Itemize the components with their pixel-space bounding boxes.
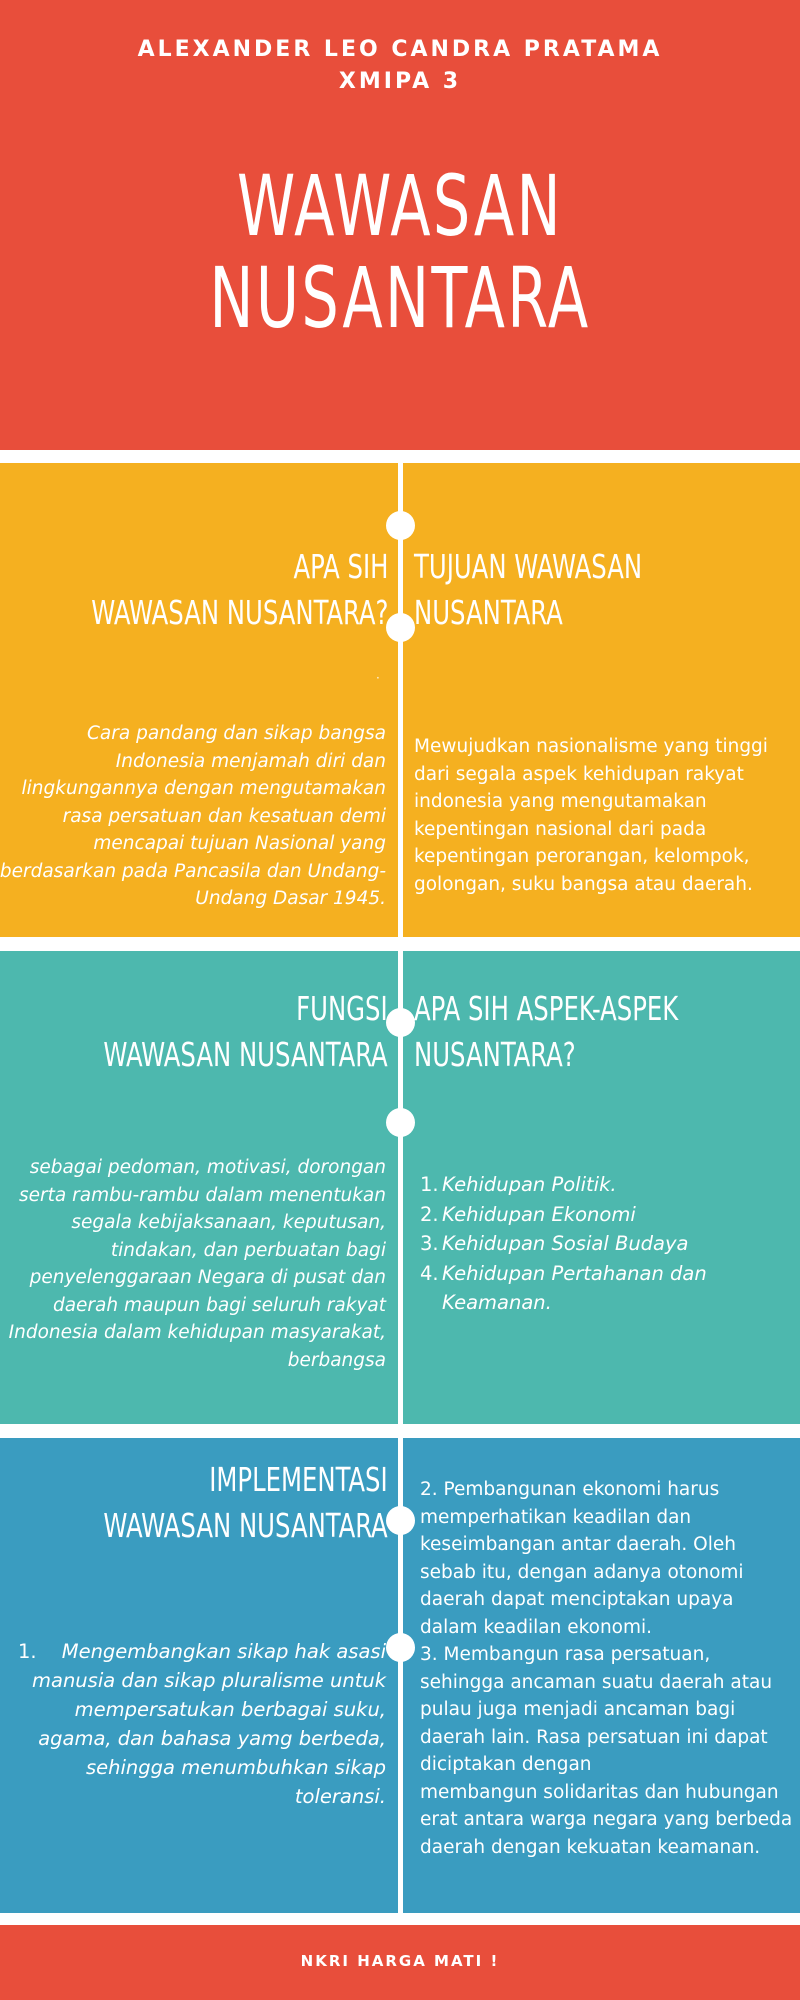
aspects-list [420,1170,770,1318]
main-title-line1: WAWASAN [237,157,563,255]
footer-slogan: NKRI HARGA MATI ! [300,1952,500,1970]
section-title-purpose: TUJUAN WAWASAN NUSANTARA [414,547,643,632]
timeline-dot [386,613,415,642]
section-title-aspects: APA SIH ASPEK-ASPEK NUSANTARA? [414,989,679,1074]
list-item: 4. Kehidupan Pertahanan dan Keamanan. [420,1261,707,1314]
timeline-dot [386,1506,415,1535]
main-title-line2: NUSANTARA [209,249,591,347]
list-item: 3. Kehidupan Sosial Budaya [420,1232,689,1255]
implementation-item-1 [18,1637,386,1807]
timeline-dot [386,1633,415,1662]
implementation-points-text: 2. Pembangunan ekonomi harus memperhatikan keadilan dan keseimbangan antar daerah. Oleh sebab itu, dengan adanya otonomi daerah dapat menciptakan upaya dalam keadilan ekonomi. 3. Membangun rasa persatuan, sehingga ancaman suatu daerah atau pulau juga menjadi ancaman bagi daerah lain. Rasa persatuan ini dapat diciptakan dengan membangun solidaritas dan hubungan erat antara warga negara yang berbeda daerah dengan kekuatan keamanan. [420,1479,793,1858]
section-function-and-aspects [0,951,800,1424]
list-item: 2. Kehidupan Ekonomi [420,1202,636,1226]
timeline-dot [386,1108,415,1137]
timeline-dot [386,1008,415,1037]
header-banner [0,0,800,450]
author-name: ALEXANDER LEO CANDRA PRATAMA [137,37,663,62]
small-dot-mark: · [376,671,380,685]
item-text: Mengembangkan sikap hak asasi manusia dan sikap pluralisme untuk mempersatukan berbagai suku, agama, dan bahasa yamg berbeda, sehingga menumbuhkan sikap toleransi. [32,1640,386,1808]
function-text: sebagai pedoman, motivasi, dorongan serta rambu-rambu dalam menentukan segala kebijaksanaan, keputusan, tindakan, dan perbuatan bagi penyelenggaraan Negara di pusat dan daerah maupun bagi seluruh rakyat Indonesia dalam kehidupan masyarakat, berbangsa [8,1157,386,1371]
list-item: 1. Kehidupan Politik. [420,1173,617,1196]
class-label: XMIPA 3 [338,69,462,94]
section-implementation [0,1438,800,1913]
section-title-what-is: APA SIH WAWASAN NUSANTARA? [90,547,388,632]
section-what-and-purpose [0,463,800,937]
section-title-function: FUNGSI WAWASAN NUSANTARA [103,989,388,1074]
purpose-text: Mewujudkan nasionalisme yang tinggi dari segala aspek kehidupan rakyat indonesia yang mengutamakan kepentingan nasional dari pada kepentingan perorangan, kelompok, golongan, suku bangsa atau daerah. [414,736,768,895]
footer-banner [0,1925,800,2000]
item-number: 1. [18,1640,37,1663]
definition-text: Cara pandang dan sikap bangsa Indonesia menjamah diri dan lingkungannya dengan mengutamakan rasa persatuan dan kesatuan demi mencapai tujuan Nasional yang berdasarkan pada Pancasila dan Undang-Undang Dasar 1945. [0,723,386,909]
section-title-implementation: IMPLEMENTASI WAWASAN NUSANTARA [103,1460,388,1545]
timeline-dot [386,511,415,540]
